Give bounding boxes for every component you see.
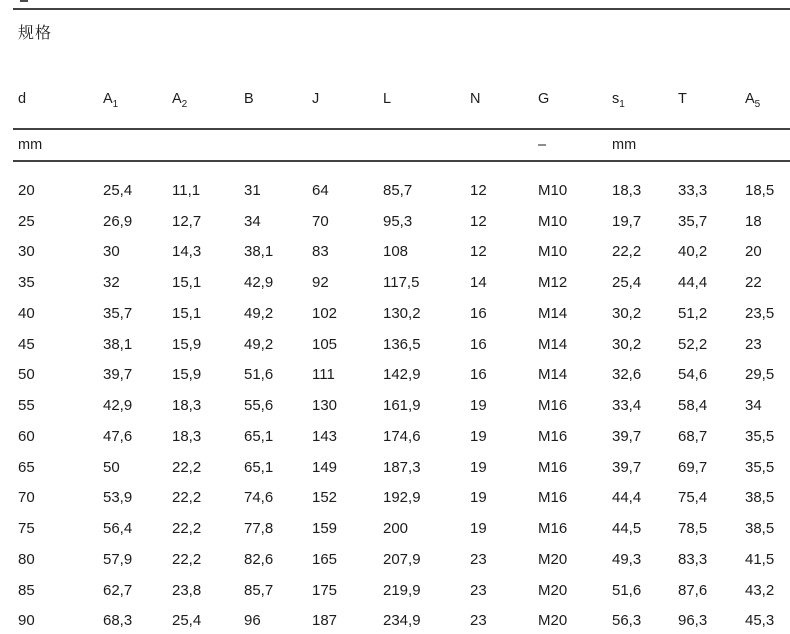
cell-A1: 26,9 xyxy=(103,212,133,230)
cell-B: 85,7 xyxy=(244,581,274,599)
table-row xyxy=(13,390,790,421)
cell-B: 65,1 xyxy=(244,458,274,476)
cell-d: 20 xyxy=(18,181,35,199)
cell-B: 31 xyxy=(244,181,261,199)
units-cell-A1 xyxy=(98,129,167,161)
cell-d: 50 xyxy=(18,366,35,384)
cell-J: 102 xyxy=(312,304,338,322)
cell-d: 90 xyxy=(18,612,35,630)
cell-L: 187,3 xyxy=(383,458,421,476)
cell-G: M16 xyxy=(538,458,568,476)
cell-B: 34 xyxy=(244,212,261,230)
cell-A5: 20 xyxy=(745,243,762,261)
cell-B: 51,6 xyxy=(244,366,274,384)
cell-A5: 18 xyxy=(745,212,762,230)
cell-A5: 29,5 xyxy=(745,366,775,384)
cell-s1: 30,2 xyxy=(612,304,642,322)
units-cell-A5 xyxy=(740,129,790,161)
cell-B: 42,9 xyxy=(244,274,274,292)
cell-A1: 47,6 xyxy=(103,427,133,445)
cell-J: 70 xyxy=(312,212,329,230)
cell-G: M16 xyxy=(538,427,568,445)
cell-N: 12 xyxy=(470,181,487,199)
spec-table xyxy=(13,40,790,634)
cell-N: 19 xyxy=(470,397,487,415)
cell-L: 117,5 xyxy=(383,274,420,292)
cell-J: 130 xyxy=(312,397,338,415)
cell-d: 25 xyxy=(18,212,35,230)
column-header-subscript: 1 xyxy=(112,98,119,110)
cell-A1: 35,7 xyxy=(103,304,133,322)
cell-L: 207,9 xyxy=(383,550,421,568)
cell-J: 149 xyxy=(312,458,338,476)
cell-N: 23 xyxy=(470,581,487,599)
units-cell-B xyxy=(239,129,307,161)
cell-G: M14 xyxy=(538,366,568,384)
cell-A5: 43,2 xyxy=(745,581,775,599)
cell-J: 165 xyxy=(312,550,338,568)
cell-N: 16 xyxy=(470,366,487,384)
cell-s1: 22,2 xyxy=(612,243,642,261)
table-row xyxy=(13,483,790,514)
cell-s1: 30,2 xyxy=(612,335,642,353)
cell-s1: 44,4 xyxy=(612,489,642,507)
header-row xyxy=(13,40,790,129)
cell-s1: 49,3 xyxy=(612,550,642,568)
units-cell-s1: mm xyxy=(607,129,673,161)
cell-L: 142,9 xyxy=(383,366,421,384)
column-header-J: J xyxy=(307,40,378,129)
cell-L: 136,5 xyxy=(383,335,421,353)
cell-T: 78,5 xyxy=(678,520,708,538)
cell-L: 130,2 xyxy=(383,304,421,322)
column-header-T: T xyxy=(673,40,740,129)
cell-d: 70 xyxy=(18,489,35,507)
cell-G: M14 xyxy=(538,335,568,353)
cell-T: 75,4 xyxy=(678,489,708,507)
cell-T: 51,2 xyxy=(678,304,708,322)
units-cell-d: mm xyxy=(13,129,98,161)
column-header-subscript: 2 xyxy=(181,98,188,110)
units-cell-A2 xyxy=(167,129,239,161)
units-cell-N xyxy=(465,129,533,161)
cell-J: 92 xyxy=(312,274,329,292)
cell-B: 74,6 xyxy=(244,489,274,507)
cell-G: M16 xyxy=(538,520,568,538)
cell-d: 55 xyxy=(18,397,35,415)
cell-A2: 23,8 xyxy=(172,581,202,599)
cell-T: 40,2 xyxy=(678,243,708,261)
cell-T: 68,7 xyxy=(678,427,708,445)
cell-J: 83 xyxy=(312,243,329,261)
column-header-B: B xyxy=(239,40,307,129)
cell-A5: 45,3 xyxy=(745,612,775,630)
table-row xyxy=(13,513,790,544)
cell-s1: 56,3 xyxy=(612,612,642,630)
column-header-s1: $s_1$ xyxy=(607,40,673,129)
cell-A1: 39,7 xyxy=(103,366,133,384)
cell-G: M16 xyxy=(538,397,568,415)
cell-J: 159 xyxy=(312,520,338,538)
table-row xyxy=(13,298,790,329)
cell-d: 85 xyxy=(18,581,35,599)
cell-N: 19 xyxy=(470,520,487,538)
cell-A5: 34 xyxy=(745,397,762,415)
cell-s1: 39,7 xyxy=(612,458,642,476)
cell-A2: 22,2 xyxy=(172,520,202,538)
cell-A2: 22,2 xyxy=(172,489,202,507)
cell-N: 19 xyxy=(470,427,487,445)
cell-B: 49,2 xyxy=(244,335,274,353)
table-body xyxy=(13,161,790,634)
cell-d: 30 xyxy=(18,243,35,261)
cell-J: 187 xyxy=(312,612,338,630)
units-row xyxy=(13,129,790,161)
cell-d: 35 xyxy=(18,274,35,292)
cell-s1: 33,4 xyxy=(612,397,642,415)
cell-T: 96,3 xyxy=(678,612,708,630)
cell-N: 14 xyxy=(470,274,487,292)
cell-J: 64 xyxy=(312,181,329,199)
cell-L: 85,7 xyxy=(383,181,413,199)
cell-A2: 18,3 xyxy=(172,427,202,445)
cell-A5: 23 xyxy=(745,335,762,353)
cell-A2: 25,4 xyxy=(172,612,202,630)
cell-G: M16 xyxy=(538,489,568,507)
cell-G: M20 xyxy=(538,581,568,599)
table-row xyxy=(13,575,790,606)
cell-N: 16 xyxy=(470,335,487,353)
cell-J: 111 xyxy=(312,366,335,384)
cell-T: 69,7 xyxy=(678,458,708,476)
cell-A1: 56,4 xyxy=(103,520,133,538)
cell-G: M20 xyxy=(538,612,568,630)
cell-J: 175 xyxy=(312,581,338,599)
cell-d: 75 xyxy=(18,520,35,538)
units-cell-T xyxy=(673,129,740,161)
cell-G: M12 xyxy=(538,274,568,292)
cell-A2: 12,7 xyxy=(172,212,202,230)
table-row xyxy=(13,544,790,575)
cell-T: 87,6 xyxy=(678,581,708,599)
cell-d: 45 xyxy=(18,335,35,353)
cell-B: 38,1 xyxy=(244,243,274,261)
cell-A1: 53,9 xyxy=(103,489,133,507)
page-title: 规格 xyxy=(18,25,53,42)
cell-T: 52,2 xyxy=(678,335,708,353)
cell-B: 55,6 xyxy=(244,397,274,415)
cell-A2: 15,1 xyxy=(172,304,202,322)
cell-L: 219,9 xyxy=(383,581,421,599)
column-header-A1: $A_1$ xyxy=(98,40,167,129)
cell-A1: 25,4 xyxy=(103,181,133,199)
cell-A2: 22,2 xyxy=(172,550,202,568)
cell-A1: 57,9 xyxy=(103,550,133,568)
cell-A1: 42,9 xyxy=(103,397,133,415)
cell-s1: 18,3 xyxy=(612,181,642,199)
column-header-A2: $A_2$ xyxy=(167,40,239,129)
cell-s1: 19,7 xyxy=(612,212,642,230)
cell-d: 40 xyxy=(18,304,35,322)
cell-A2: 14,3 xyxy=(172,243,202,261)
cell-B: 82,6 xyxy=(244,550,274,568)
cell-A1: 68,3 xyxy=(103,612,133,630)
column-header-subscript: 1 xyxy=(619,98,625,110)
cell-s1: 39,7 xyxy=(612,427,642,445)
table-row xyxy=(13,421,790,452)
cell-d: 80 xyxy=(18,550,35,568)
cell-L: 200 xyxy=(383,520,409,538)
units-cell-L xyxy=(378,129,465,161)
units-cell-G: – xyxy=(533,129,607,161)
cell-s1: 25,4 xyxy=(612,274,642,292)
cell-L: 161,9 xyxy=(383,397,421,415)
cell-L: 174,6 xyxy=(383,427,421,445)
cell-A5: 23,5 xyxy=(745,304,775,322)
cell-A5: 35,5 xyxy=(745,458,775,476)
cell-N: 23 xyxy=(470,612,487,630)
cell-A5: 35,5 xyxy=(745,427,775,445)
cell-T: 33,3 xyxy=(678,181,708,199)
cell-J: 105 xyxy=(312,335,338,353)
column-header-G: G xyxy=(533,40,607,129)
cell-A5: 38,5 xyxy=(745,520,775,538)
cell-A5: 18,5 xyxy=(745,181,775,199)
cell-T: 58,4 xyxy=(678,397,708,415)
cell-G: M10 xyxy=(538,212,568,230)
cell-s1: 51,6 xyxy=(612,581,642,599)
cell-L: 192,9 xyxy=(383,489,421,507)
cell-d: 65 xyxy=(18,458,35,476)
cell-T: 54,6 xyxy=(678,366,708,384)
top-rule xyxy=(13,8,790,10)
cell-A1: 30 xyxy=(103,243,120,261)
cell-J: 152 xyxy=(312,489,338,507)
cell-L: 234,9 xyxy=(383,612,421,630)
cell-A2: 11,1 xyxy=(172,181,201,199)
table-row xyxy=(13,329,790,360)
cell-G: M10 xyxy=(538,243,568,261)
cell-A1: 50 xyxy=(103,458,120,476)
cell-B: 49,2 xyxy=(244,304,274,322)
table-row xyxy=(13,206,790,237)
cell-G: M10 xyxy=(538,181,568,199)
cell-G: M14 xyxy=(538,304,568,322)
cell-N: 16 xyxy=(470,304,487,322)
column-header-subscript: 5 xyxy=(754,98,761,110)
cell-A2: 18,3 xyxy=(172,397,202,415)
cell-A2: 15,1 xyxy=(172,274,202,292)
cell-N: 19 xyxy=(470,458,487,476)
cell-L: 95,3 xyxy=(383,212,413,230)
cell-A2: 15,9 xyxy=(172,366,202,384)
cell-G: M20 xyxy=(538,550,568,568)
cell-B: 96 xyxy=(244,612,261,630)
cell-d: 60 xyxy=(18,427,35,445)
cell-N: 12 xyxy=(470,212,487,230)
cell-L: 108 xyxy=(383,243,409,261)
cell-B: 77,8 xyxy=(244,520,274,538)
cell-A2: 22,2 xyxy=(172,458,202,476)
cell-A1: 62,7 xyxy=(103,581,133,599)
page-edge-artifact xyxy=(20,0,28,2)
cell-s1: 32,6 xyxy=(612,366,642,384)
column-header-d: d xyxy=(13,40,98,129)
cell-s1: 44,5 xyxy=(612,520,642,538)
column-header-A5: $A_5$ xyxy=(740,40,790,129)
units-cell-J xyxy=(307,129,378,161)
table-row xyxy=(13,360,790,391)
cell-T: 35,7 xyxy=(678,212,708,230)
cell-A2: 15,9 xyxy=(172,335,202,353)
cell-N: 19 xyxy=(470,489,487,507)
cell-T: 83,3 xyxy=(678,550,708,568)
table-row xyxy=(13,452,790,483)
cell-A5: 38,5 xyxy=(745,489,775,507)
cell-N: 23 xyxy=(470,550,487,568)
column-header-N: N xyxy=(465,40,533,129)
cell-A1: 38,1 xyxy=(103,335,133,353)
table-row xyxy=(13,161,790,206)
cell-A1: 32 xyxy=(103,274,120,292)
table-row xyxy=(13,606,790,634)
cell-N: 12 xyxy=(470,243,487,261)
cell-B: 65,1 xyxy=(244,427,274,445)
table-row xyxy=(13,267,790,298)
cell-A5: 22 xyxy=(745,274,762,292)
cell-A5: 41,5 xyxy=(745,550,775,568)
cell-T: 44,4 xyxy=(678,274,708,292)
cell-J: 143 xyxy=(312,427,338,445)
column-header-L: L xyxy=(378,40,465,129)
table-row xyxy=(13,237,790,268)
